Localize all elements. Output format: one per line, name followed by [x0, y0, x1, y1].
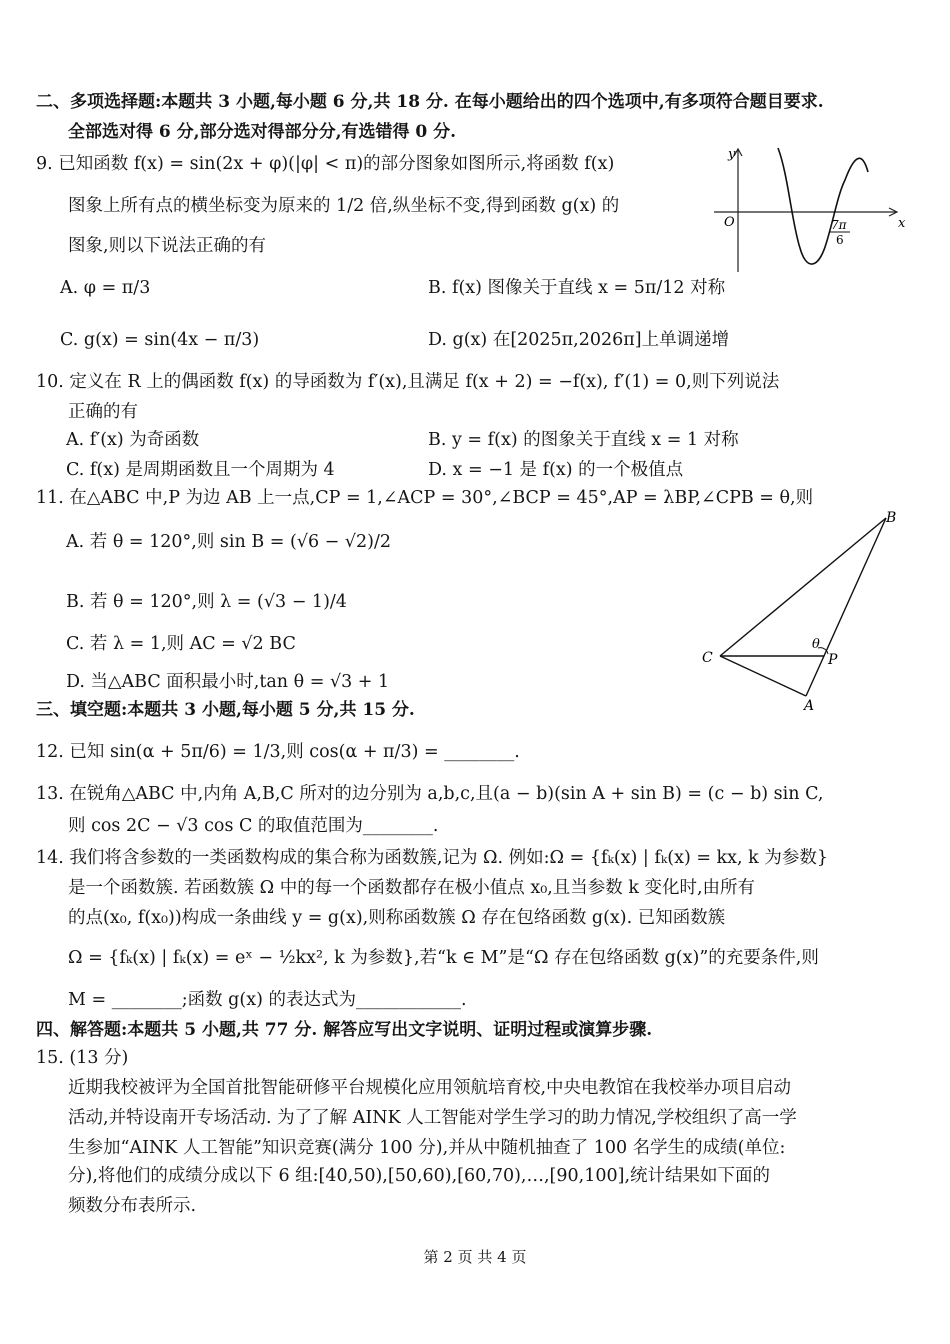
q10-line-2: 正确的有	[68, 402, 138, 422]
q11-option-d: D. 当△ABC 面积最小时,tan θ = √3 + 1	[66, 672, 390, 692]
q10-option-c: C. f(x) 是周期函数且一个周期为 4	[66, 460, 335, 480]
q11-option-c: C. 若 λ = 1,则 AC = √2 BC	[66, 634, 296, 654]
q13-line-2: 则 cos 2C − √3 cos C 的取值范围为________.	[68, 816, 439, 836]
q14-line-5: M = ________;函数 g(x) 的表达式为____________.	[68, 990, 467, 1010]
q14-line-1: 14. 我们将含参数的一类函数构成的集合称为函数簇,记为 Ω. 例如:Ω = {fₖ(x) | fₖ(x) = kx, k 为参数}	[36, 848, 828, 868]
q14-line-3: 的点(x₀, f(x₀))构成一条曲线 y = g(x),则称函数簇 Ω 存在包络函数 g(x). 已知函数簇	[68, 908, 726, 928]
sine-curve	[778, 148, 868, 264]
q15-line-4: 分),将他们的成绩分成以下 6 组:[40,50),[50,60),[60,70),…,[90,100],统计结果如下面的	[68, 1166, 771, 1186]
q15-line-3: 生参加“AINK 人工智能”知识竞赛(满分 100 分),并从中随机抽查了 100 名学生的成绩(单位:	[68, 1138, 786, 1158]
section-4-heading: 四、解答题:本题共 5 小题,共 77 分. 解答应写出文字说明、证明过程或演算步骤.	[36, 1020, 653, 1040]
q11-option-b: B. 若 θ = 120°,则 λ = (√3 − 1)/4	[66, 592, 347, 612]
tick-7pi-denominator: 6	[836, 233, 844, 247]
section-2-heading: 二、多项选择题:本题共 3 小题,每小题 6 分,共 18 分. 在每小题给出的四个选项中,有多项符合题目要求.	[36, 92, 824, 112]
q11-option-a: A. 若 θ = 120°,则 sin B = (√6 − √2)/2	[66, 532, 392, 552]
q14-line-4: Ω = {fₖ(x) | fₖ(x) = eˣ − ½kx², k 为参数},若“k ∈ M”是“Ω 存在包络函数 g(x)”的充要条件,则	[68, 948, 819, 968]
q9-option-c: C. g(x) = sin(4x − π/3)	[60, 330, 260, 350]
q15-line-2: 活动,并特设南开专场活动. 为了了解 AINK 人工智能对学生学习的助力情况,学校组织了高一学	[68, 1108, 797, 1128]
x-axis-label: x	[898, 216, 906, 231]
q14-line-2: 是一个函数簇. 若函数簇 Ω 中的每一个函数都存在极小值点 x₀,且当参数 k 变化时,由所有	[68, 878, 756, 898]
q10-line-1: 10. 定义在 R 上的偶函数 f(x) 的导函数为 f′(x),且满足 f(x + 2) = −f(x), f′(1) = 0,则下列说法	[36, 372, 780, 392]
tick-7pi-numerator: 7π	[831, 218, 847, 232]
section-3-heading: 三、填空题:本题共 3 小题,每小题 5 分,共 15 分.	[36, 700, 415, 720]
page-number-footer: 第 2 页 共 4 页	[423, 1248, 527, 1266]
q9-line-2: 图象上所有点的横坐标变为原来的 1/2 倍,纵坐标不变,得到函数 g(x) 的	[68, 196, 620, 216]
q10-option-b: B. y = f(x) 的图象关于直线 x = 1 对称	[428, 430, 739, 450]
q9-option-b: B. f(x) 图像关于直线 x = 5π/12 对称	[428, 278, 726, 298]
vertex-B-label: B	[886, 510, 897, 526]
q12-line-1: 12. 已知 sin(α + 5π/6) = 1/3,则 cos(α + π/3) = ________.	[36, 742, 520, 762]
q9-option-a: A. φ = π/3	[60, 278, 151, 298]
vertex-C-label: C	[702, 650, 713, 666]
side-CB	[720, 518, 886, 656]
q15-line-5: 频数分布表所示.	[68, 1196, 197, 1216]
q10-option-d: D. x = −1 是 f(x) 的一个极值点	[428, 460, 684, 480]
section-2-note: 全部选对得 6 分,部分选对得部分分,有选错得 0 分.	[68, 122, 457, 142]
y-axis-label: y	[728, 147, 736, 162]
q11-triangle-figure	[696, 504, 916, 720]
q9-line-3: 图象,则以下说法正确的有	[68, 236, 267, 256]
q9-option-d: D. g(x) 在[2025π,2026π]上单调递增	[428, 330, 730, 350]
q15-heading: 15. (13 分)	[36, 1048, 129, 1068]
vertex-A-label: A	[804, 698, 815, 714]
origin-label: O	[724, 215, 735, 230]
q15-line-1: 近期我校被评为全国首批智能研修平台规模化应用领航培育校,中央电教馆在我校举办项目启动	[68, 1078, 792, 1098]
q13-line-1: 13. 在锐角△ABC 中,内角 A,B,C 所对的边分别为 a,b,c,且(a − b)(sin A + sin B) = (c − b) sin C,	[36, 784, 824, 804]
q9-sine-graph	[708, 144, 908, 276]
side-CA	[720, 656, 806, 696]
q11-line-1: 11. 在△ABC 中,P 为边 AB 上一点,CP = 1,∠ACP = 30°,∠BCP = 45°,AP = λBP,∠CPB = θ,则	[36, 488, 814, 508]
q10-option-a: A. f′(x) 为奇函数	[66, 430, 200, 450]
q9-line-1: 9. 已知函数 f(x) = sin(2x + φ)(|φ| < π)的部分图象如图所示,将函数 f(x)	[36, 154, 615, 174]
point-P-label: P	[828, 652, 838, 668]
angle-theta-label: θ	[812, 637, 820, 652]
side-BA	[806, 518, 886, 696]
